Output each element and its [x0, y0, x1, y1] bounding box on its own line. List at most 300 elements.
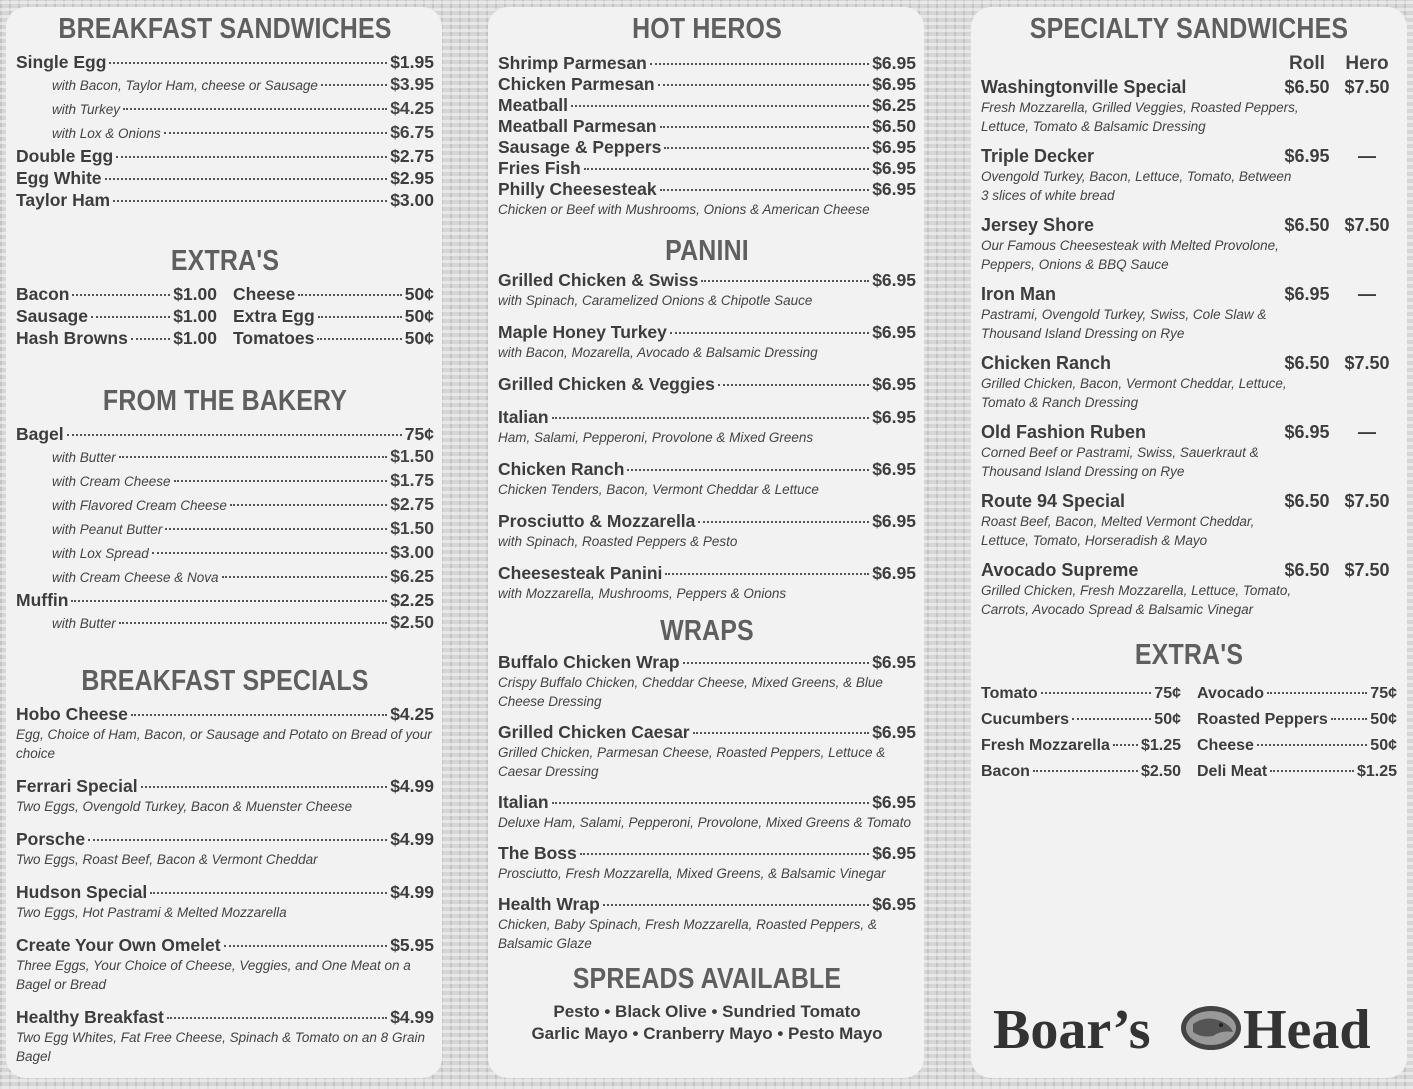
- item-price: $6.95: [872, 270, 916, 290]
- item-price: $4.25: [390, 704, 434, 724]
- item-description: Chicken Tenders, Bacon, Vermont Cheddar & Lettuce: [498, 482, 819, 497]
- dot-leader: [123, 108, 387, 110]
- menu-item: [498, 842, 916, 864]
- dot-leader: [627, 469, 869, 471]
- menu-sub-item: [16, 121, 434, 145]
- item-name: Grilled Chicken & Veggies: [498, 374, 715, 394]
- item-name: Deli Meat: [1197, 763, 1268, 780]
- menu-item: [498, 562, 916, 584]
- hero-price: —: [1358, 284, 1376, 304]
- price-column-headers: [981, 53, 1397, 75]
- extras-list: [16, 283, 434, 349]
- item-description: Grilled Chicken, Fresh Mozzarella, Lettuce, Tomato, Carrots, Avocado Spread & Balsamic Vinegar: [981, 583, 1292, 617]
- hero-price: $7.50: [1344, 77, 1390, 97]
- boars-head-logo: [993, 992, 1383, 1060]
- dot-leader: [113, 200, 387, 202]
- item-name: Old Fashion Ruben: [981, 422, 1146, 442]
- roll-price: $6.50: [1284, 353, 1330, 373]
- item-description: Corned Beef or Pastrami, Swiss, Sauerkraut & Thousand Island Dressing on Rye: [981, 445, 1259, 479]
- specialty-sandwiches-list: [981, 77, 1397, 619]
- dot-leader: [1041, 692, 1152, 694]
- specialty-item: [981, 77, 1397, 136]
- dot-leader: [174, 480, 388, 482]
- section-title: EXTRA'S: [170, 245, 280, 277]
- hero-price: $7.50: [1344, 215, 1390, 235]
- item-name: Meatball Parmesan: [498, 116, 657, 136]
- item-description: Chicken, Baby Spinach, Fresh Mozzarella, Roasted Peppers, & Balsamic Glaze: [498, 917, 877, 951]
- menu-item: [498, 269, 916, 291]
- menu-item: [1197, 759, 1397, 785]
- breakfast-sandwiches-list: [16, 51, 434, 211]
- menu-item: [16, 423, 434, 445]
- item-description: Chicken or Beef with Mushrooms, Onions & American Cheese: [498, 202, 870, 217]
- menu-sub-item: [16, 97, 434, 121]
- item-name: Cucumbers: [981, 711, 1070, 728]
- menu-item: [1197, 733, 1397, 759]
- item-name: Porsche: [16, 829, 86, 849]
- item-name: Bagel: [16, 424, 64, 444]
- menu-item: [498, 651, 916, 673]
- hero-price: $7.50: [1344, 491, 1390, 511]
- dot-leader: [1257, 744, 1367, 746]
- dot-leader: [571, 105, 869, 107]
- item-price: $1.95: [390, 52, 434, 72]
- dot-leader: [698, 521, 869, 523]
- menu-item: [16, 167, 434, 189]
- item-price: $6.95: [872, 459, 916, 479]
- menu-sub-item: [16, 541, 434, 565]
- menu-item: [16, 775, 434, 797]
- menu-item-block: [16, 703, 434, 763]
- dot-leader: [230, 504, 387, 506]
- menu-item-block: [16, 1006, 434, 1066]
- item-price: $1.00: [173, 328, 217, 348]
- roll-price: $6.50: [1284, 77, 1330, 97]
- item-description: Two Eggs, Hot Pastrami & Melted Mozzarella: [16, 905, 287, 920]
- item-price: $1.00: [173, 284, 217, 304]
- item-price: 75¢: [1154, 685, 1181, 702]
- item-name: with Cream Cheese & Nova: [52, 570, 219, 585]
- dot-leader: [318, 316, 402, 318]
- item-price: $1.75: [390, 470, 434, 490]
- item-name: Cheese: [233, 284, 296, 304]
- menu-item: [498, 179, 916, 200]
- item-price: $6.95: [872, 374, 916, 394]
- dot-leader: [584, 168, 870, 170]
- dot-leader: [701, 280, 869, 282]
- specialty-item-header: [981, 77, 1397, 98]
- specialty-item-header: [981, 560, 1397, 581]
- menu-item-block: [16, 934, 434, 994]
- menu-item: [981, 707, 1181, 733]
- item-name: Shrimp Parmesan: [498, 53, 647, 73]
- menu-item: [16, 881, 434, 903]
- dot-leader: [650, 63, 869, 65]
- extras-column: [1197, 681, 1397, 785]
- specialty-item-header: [981, 491, 1397, 512]
- item-name: Chicken Parmesan: [498, 74, 655, 94]
- item-price: $2.75: [390, 146, 434, 166]
- item-price: $6.95: [872, 158, 916, 178]
- item-price: $1.50: [390, 518, 434, 538]
- item-price: $6.95: [872, 179, 916, 199]
- dot-leader: [1033, 770, 1138, 772]
- item-description: Ovengold Turkey, Bacon, Lettuce, Tomato, Between 3 slices of white bread: [981, 169, 1292, 203]
- spreads-line: Pesto • Black Olive • Sundried Tomato: [553, 1002, 861, 1021]
- item-description: Roast Beef, Bacon, Melted Vermont Cheddar, Lettuce, Tomato, Horseradish & Mayo: [981, 514, 1255, 548]
- specialty-item-header: [981, 284, 1397, 305]
- item-price: $1.50: [390, 446, 434, 466]
- item-name: Egg White: [16, 168, 102, 188]
- item-price: $4.25: [390, 98, 434, 118]
- item-price: 50¢: [1370, 737, 1397, 754]
- breakfast-specials-list: [16, 703, 434, 1066]
- item-price: $2.50: [1140, 763, 1181, 780]
- item-price: 50¢: [404, 306, 434, 326]
- item-name: Roasted Peppers: [1197, 711, 1328, 728]
- item-price: $1.00: [173, 306, 217, 326]
- dot-leader: [664, 147, 869, 149]
- menu-item: [498, 321, 916, 343]
- dot-leader: [1267, 692, 1367, 694]
- menu-item: [498, 137, 916, 158]
- menu-item-block: [16, 775, 434, 816]
- item-name: Tomatoes: [233, 328, 315, 348]
- item-name: Italian: [498, 407, 549, 427]
- item-description: with Bacon, Mozarella, Avocado & Balsamic Dressing: [498, 345, 818, 360]
- menu-item-block: [498, 562, 916, 603]
- dot-leader: [1270, 770, 1354, 772]
- roll-column-header: Roll: [1289, 53, 1325, 74]
- item-price: $6.95: [872, 722, 916, 742]
- item-name: Buffalo Chicken Wrap: [498, 652, 680, 672]
- item-description: Grilled Chicken, Parmesan Cheese, Roasted Peppers, Lettuce & Caesar Dressing: [498, 745, 886, 779]
- menu-item-block: [498, 721, 916, 781]
- menu-sub-item: [16, 493, 434, 517]
- dot-leader: [317, 338, 401, 340]
- dot-leader: [67, 434, 402, 436]
- menu-item: [981, 759, 1181, 785]
- item-price: $4.99: [390, 829, 434, 849]
- menu-sub-item: [16, 611, 434, 635]
- logo-text-right: Head: [1243, 999, 1371, 1060]
- dot-leader: [164, 132, 387, 134]
- menu-panel-right: [971, 7, 1407, 1078]
- roll-price: $6.50: [1284, 560, 1330, 580]
- dot-leader: [718, 384, 869, 386]
- menu-item: [498, 406, 916, 428]
- menu-item: [498, 893, 916, 915]
- dot-leader: [670, 332, 869, 334]
- menu-item: [233, 305, 434, 327]
- item-name: with Turkey: [52, 102, 121, 117]
- item-name: Route 94 Special: [981, 491, 1126, 511]
- menu-item-block: [498, 842, 916, 883]
- item-name: Maple Honey Turkey: [498, 322, 667, 342]
- item-name: with Cream Cheese: [52, 474, 171, 489]
- specialty-item: [981, 491, 1397, 550]
- item-price: $1.25: [1356, 763, 1397, 780]
- item-name: Hobo Cheese: [16, 704, 128, 724]
- item-price: $2.75: [390, 494, 434, 514]
- item-description: Three Eggs, Your Choice of Cheese, Veggies, and One Meat on a Bagel or Bread: [16, 958, 411, 992]
- menu-item-block: [498, 510, 916, 551]
- item-name: Avocado Supreme: [981, 560, 1139, 580]
- item-name: Chicken Ranch: [981, 353, 1112, 373]
- hot-heros-list: [498, 53, 916, 200]
- extras-column: [16, 283, 217, 349]
- menu-sub-item: [16, 73, 434, 97]
- dot-leader: [603, 904, 869, 906]
- dot-leader: [665, 573, 869, 575]
- panini-list: [498, 269, 916, 603]
- item-price: $2.25: [390, 590, 434, 610]
- menu-item-block: [498, 406, 916, 447]
- item-price: $4.99: [390, 882, 434, 902]
- item-price: $6.50: [872, 116, 916, 136]
- item-name: Iron Man: [981, 284, 1056, 304]
- menu-item: [498, 95, 916, 116]
- item-description: Egg, Choice of Ham, Bacon, or Sausage and Potato on Bread of your choice: [16, 727, 432, 761]
- menu-item: [498, 53, 916, 74]
- item-description: Ham, Salami, Pepperoni, Provolone & Mixed Greens: [498, 430, 814, 445]
- menu-item: [498, 721, 916, 743]
- item-name: Philly Cheesesteak: [498, 179, 657, 199]
- item-name: Sausage & Peppers: [498, 137, 662, 157]
- menu-item: [16, 145, 434, 167]
- roll-price: $6.95: [1284, 422, 1330, 442]
- menu-item-block: [498, 893, 916, 953]
- item-name: Fresh Mozzarella: [981, 737, 1110, 754]
- item-name: with Butter: [52, 616, 116, 631]
- item-price: 50¢: [1154, 711, 1181, 728]
- specialty-item-header: [981, 422, 1397, 443]
- item-name: Meatball: [498, 95, 569, 115]
- menu-sub-item: [16, 565, 434, 589]
- item-name: Hash Browns: [16, 328, 128, 348]
- item-name: Grilled Chicken Caesar: [498, 722, 690, 742]
- item-price: $5.95: [390, 935, 434, 955]
- menu-item-block: [498, 791, 916, 832]
- extras-list: [981, 681, 1397, 785]
- item-name: Jersey Shore: [981, 215, 1095, 235]
- item-price: 50¢: [404, 328, 434, 348]
- item-name: Muffin: [16, 590, 69, 610]
- dot-leader: [109, 62, 387, 64]
- hero-price: —: [1358, 146, 1376, 166]
- dot-leader: [683, 662, 870, 664]
- extras-column: [233, 283, 434, 349]
- menu-item: [498, 74, 916, 95]
- item-price: $6.95: [872, 792, 916, 812]
- item-price: $4.99: [390, 776, 434, 796]
- item-name: with Bacon, Taylor Ham, cheese or Sausage: [52, 78, 318, 93]
- roll-price: $6.95: [1284, 284, 1330, 304]
- dot-leader: [580, 853, 869, 855]
- hero-price: $7.50: [1344, 353, 1390, 373]
- item-name: with Flavored Cream Cheese: [52, 498, 227, 513]
- item-price: $6.95: [872, 894, 916, 914]
- item-description: Fresh Mozzarella, Grilled Veggies, Roasted Peppers, Lettuce, Tomato & Balsamic Dressing: [981, 100, 1299, 134]
- dot-leader: [71, 600, 387, 602]
- specialty-item-header: [981, 146, 1397, 167]
- section-title: BREAKFAST SPECIALS: [81, 665, 369, 697]
- item-name: Create Your Own Omelet: [16, 935, 221, 955]
- item-name: Prosciutto & Mozzarella: [498, 511, 696, 531]
- menu-item: [233, 327, 434, 349]
- menu-sub-item: [16, 517, 434, 541]
- item-price: $6.25: [872, 95, 916, 115]
- menu-panel-left: [6, 7, 442, 1078]
- item-description: with Spinach, Caramelized Onions & Chipotle Sauce: [498, 293, 813, 308]
- item-name: The Boss: [498, 843, 577, 863]
- item-description: Two Eggs, Ovengold Turkey, Bacon & Muenster Cheese: [16, 799, 353, 814]
- dot-leader: [321, 84, 387, 86]
- menu-item: [16, 327, 217, 349]
- dot-leader: [72, 294, 170, 296]
- dot-leader: [660, 126, 870, 128]
- hero-column-header: Hero: [1345, 53, 1389, 74]
- item-price: $3.95: [390, 74, 434, 94]
- item-name: Washingtonville Special: [981, 77, 1187, 97]
- item-price: $6.95: [872, 407, 916, 427]
- item-description: with Mozzarella, Mushrooms, Peppers & Onions: [498, 586, 787, 601]
- item-price: $6.75: [390, 122, 434, 142]
- dot-leader: [105, 178, 388, 180]
- item-name: with Peanut Butter: [52, 522, 163, 537]
- menu-item: [16, 1006, 434, 1028]
- section-title: PANINI: [665, 235, 749, 267]
- menu-item: [16, 703, 434, 725]
- dot-leader: [152, 552, 387, 554]
- item-price: $6.95: [872, 843, 916, 863]
- menu-item: [16, 283, 217, 305]
- menu-item-block: [16, 828, 434, 869]
- dot-leader: [224, 945, 388, 947]
- specialty-item-header: [981, 215, 1397, 236]
- dot-leader: [131, 714, 387, 716]
- spreads-line: Garlic Mayo • Cranberry Mayo • Pesto Mayo: [531, 1024, 883, 1043]
- item-name: Taylor Ham: [16, 190, 111, 210]
- item-name: Double Egg: [16, 146, 114, 166]
- hero-price: $7.50: [1344, 560, 1390, 580]
- menu-item: [981, 733, 1181, 759]
- item-name: Extra Egg: [233, 306, 315, 326]
- dot-leader: [298, 294, 402, 296]
- item-name: Triple Decker: [981, 146, 1095, 166]
- roll-price: $6.95: [1284, 146, 1330, 166]
- section-title: EXTRA'S: [1134, 639, 1244, 671]
- dot-leader: [141, 786, 388, 788]
- dot-leader: [693, 732, 870, 734]
- item-description: Our Famous Cheesesteak with Melted Provolone, Peppers, Onions & BBQ Sauce: [981, 238, 1279, 272]
- section-title: SPREADS AVAILABLE: [572, 963, 842, 995]
- item-price: $3.00: [390, 190, 434, 210]
- section-title: FROM THE BAKERY: [102, 385, 348, 417]
- menu-item: [498, 373, 916, 395]
- dot-leader: [1331, 718, 1368, 720]
- menu-item-block: [498, 458, 916, 499]
- menu-item: [233, 283, 434, 305]
- extras-column: [981, 681, 1181, 785]
- item-description: Two Egg Whites, Fat Free Cheese, Spinach & Tomato on an 8 Grain Bagel: [16, 1030, 425, 1064]
- item-name: Health Wrap: [498, 894, 600, 914]
- dot-leader: [119, 622, 387, 624]
- item-name: with Lox Spread: [52, 546, 149, 561]
- menu-item: [981, 681, 1181, 707]
- item-name: Healthy Breakfast: [16, 1007, 164, 1027]
- dot-leader: [131, 338, 170, 340]
- menu-item: [498, 791, 916, 813]
- item-price: 50¢: [1370, 711, 1397, 728]
- item-price: $3.00: [390, 542, 434, 562]
- section-title: BREAKFAST SANDWICHES: [58, 13, 392, 45]
- menu-item-block: [498, 651, 916, 711]
- item-price: $6.95: [872, 53, 916, 73]
- item-name: Cheesesteak Panini: [498, 563, 663, 583]
- menu-sub-item: [16, 469, 434, 493]
- menu-item: [16, 828, 434, 850]
- menu-item: [498, 116, 916, 137]
- roll-price: $6.50: [1284, 491, 1330, 511]
- item-name: Hudson Special: [16, 882, 148, 902]
- roll-price: $6.50: [1284, 215, 1330, 235]
- item-price: 50¢: [404, 284, 434, 304]
- menu-item: [16, 51, 434, 73]
- item-price: $4.99: [390, 1007, 434, 1027]
- menu-item: [16, 189, 434, 211]
- hero-price: —: [1358, 422, 1376, 442]
- dot-leader: [660, 189, 870, 191]
- item-name: Ferrari Special: [16, 776, 138, 796]
- menu-item-block: [498, 373, 916, 395]
- specialty-item: [981, 284, 1397, 343]
- menu-item-block: [498, 269, 916, 310]
- specialty-item: [981, 422, 1397, 481]
- dot-leader: [165, 528, 387, 530]
- item-name: Single Egg: [16, 52, 107, 72]
- dot-leader: [222, 576, 388, 578]
- menu-item: [498, 510, 916, 532]
- item-description: Crispy Buffalo Chicken, Cheddar Cheese, Mixed Greens, & Blue Cheese Dressing: [498, 675, 883, 709]
- item-price: $6.95: [872, 74, 916, 94]
- section-title: WRAPS: [660, 615, 754, 647]
- section-title: HOT HEROS: [632, 13, 782, 45]
- dot-leader: [552, 417, 870, 419]
- menu-item: [498, 158, 916, 179]
- item-name: Bacon: [16, 284, 70, 304]
- menu-panel-center: [488, 7, 924, 1078]
- dot-leader: [150, 892, 387, 894]
- menu-item: [16, 934, 434, 956]
- item-name: Avocado: [1197, 685, 1264, 702]
- section-title: SPECIALTY SANDWICHES: [1029, 13, 1349, 45]
- dot-leader: [119, 456, 387, 458]
- menu-sub-item: [16, 445, 434, 469]
- item-description: Prosciutto, Fresh Mozzarella, Mixed Greens, & Balsamic Vinegar: [498, 866, 886, 881]
- menu-item: [1197, 681, 1397, 707]
- item-name: Fries Fish: [498, 158, 581, 178]
- menu-item: [16, 589, 434, 611]
- specialty-item: [981, 560, 1397, 619]
- dot-leader: [552, 802, 870, 804]
- specialty-item: [981, 215, 1397, 274]
- item-price: $6.95: [872, 322, 916, 342]
- menu-item: [16, 305, 217, 327]
- item-price: $6.95: [872, 652, 916, 672]
- item-description: with Spinach, Roasted Peppers & Pesto: [498, 534, 738, 549]
- item-name: with Lox & Onions: [52, 126, 161, 141]
